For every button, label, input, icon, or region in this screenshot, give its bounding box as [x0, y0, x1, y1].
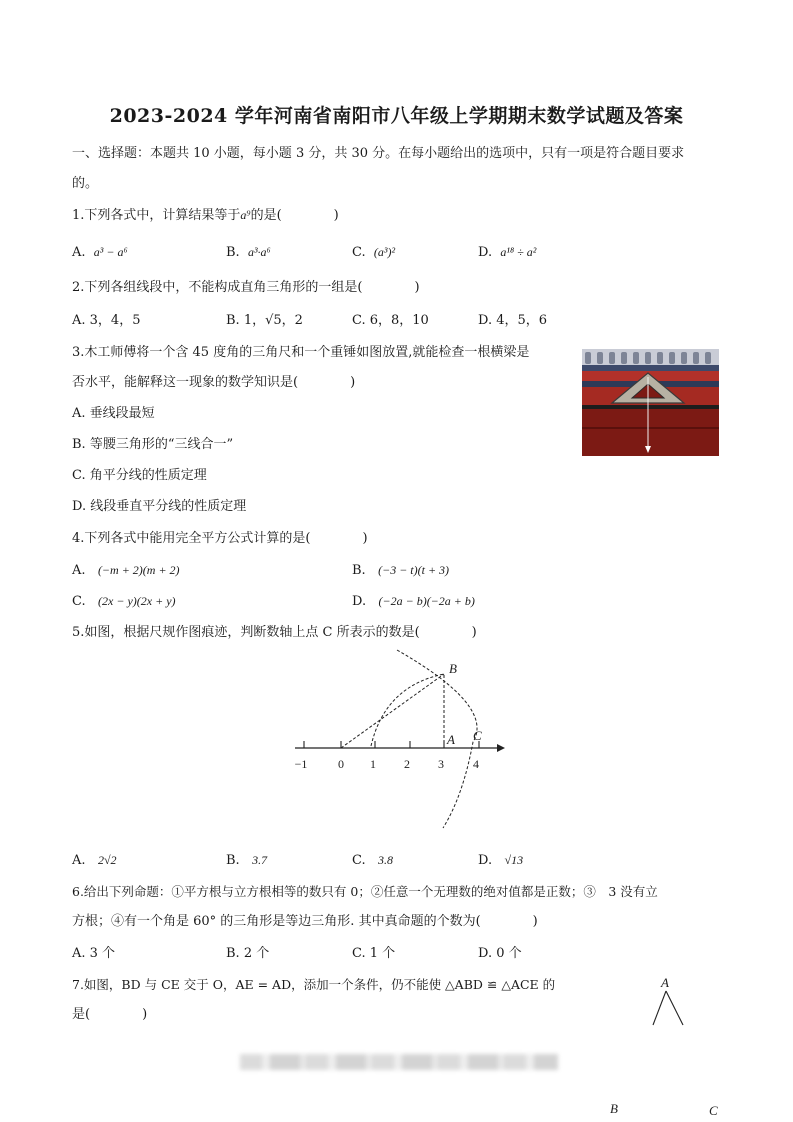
q1-stem — [72, 207, 339, 224]
q4-option-d-label: D. — [352, 594, 367, 609]
q2-option-b: B. 1，√5，2 — [226, 313, 303, 328]
tick-label-4: 4 — [473, 757, 479, 771]
q5-option-b-label: B. — [226, 853, 240, 868]
q1-option-c — [352, 244, 395, 261]
point-a-label: A — [661, 975, 669, 990]
q5-option-c-label: C. — [352, 853, 366, 868]
q4-option-c-label: C. — [72, 594, 86, 609]
q5-option-c-expr: 3.8 — [378, 853, 394, 867]
q1-option-d-expr: a¹⁸ ÷ a² — [500, 245, 537, 259]
q1-option-a — [72, 244, 128, 261]
q1-stem-end: 的是( ) — [250, 208, 339, 223]
q5-option-a-expr: 2√2 — [97, 853, 117, 867]
side-ac — [666, 991, 683, 1025]
q5-option-b-expr: 3.7 — [252, 853, 268, 867]
point-b-label: B — [610, 1101, 618, 1115]
q5-option-c — [352, 852, 393, 869]
section-instructions-line1: 一、选择题：本题共 10 小题，每小题 3 分，共 30 分。在每小题给出的选项中，只有一项是符合题目要求 — [72, 146, 685, 161]
q1-option-b-expr: a³·a⁶ — [247, 245, 271, 259]
q1-option-b — [226, 244, 271, 261]
number-line-arrow — [497, 744, 505, 752]
q3-option-b: B. 等腰三角形的“三线合一” — [72, 437, 234, 452]
q4-option-c — [72, 593, 176, 610]
q6-stem-line1: 6.给出下列命题：①平方根与立方根相等的数只有 0；②任意一个无理数的绝对值都是正数；③ 3 没有立 — [72, 884, 658, 899]
q4-option-a — [72, 562, 180, 579]
arc-small — [371, 674, 444, 746]
q6-option-d: D. 0 个 — [478, 946, 522, 961]
q5-stem: 5.如图，根据尺规作图痕迹，判断数轴上点 C 所表示的数是( ) — [72, 625, 477, 640]
q1-option-a-label: A. — [72, 245, 86, 260]
q6-option-b: B. 2 个 — [226, 946, 270, 961]
q3-beam-photo — [582, 349, 719, 456]
q6-stem-line2: 方根；④有一个角是 60° 的三角形是等边三角形. 其中真命题的个数为( ) — [72, 914, 538, 929]
q4-option-d — [352, 593, 475, 610]
q1-stem-expr: a⁹ — [240, 208, 251, 222]
q6-option-a: A. 3 个 — [72, 946, 116, 961]
q1-option-a-expr: a³ − a⁶ — [93, 245, 128, 259]
q5-option-d-label: D. — [478, 853, 493, 868]
q1-stem-text: 1.下列各式中，计算结果等于 — [72, 208, 241, 223]
point-b-label: B — [449, 661, 457, 676]
q1-option-c-expr: (a³)² — [373, 245, 396, 259]
q3-option-a: A. 垂线段最短 — [72, 406, 155, 421]
q5-option-a-label: A. — [72, 853, 86, 868]
point-c-label: C — [709, 1103, 718, 1115]
q4-stem: 4.下列各式中能用完全平方公式计算的是( ) — [72, 531, 368, 546]
q2-option-d: D. 4，5，6 — [478, 313, 548, 328]
q4-option-d-expr: (−2a − b)(−2a + b) — [378, 594, 475, 608]
q3-option-d: D. 线段垂直平分线的性质定理 — [72, 499, 247, 514]
q7-stem-line1: 7.如图，BD 与 CE 交于 O，AE = AD，添加一个条件，仍不能使 △ABD ≌ △ACE 的 — [72, 977, 556, 992]
q3-option-c: C. 角平分线的性质定理 — [72, 468, 207, 483]
tick-label-0: 0 — [338, 757, 344, 771]
hypotenuse-dashed — [341, 674, 444, 748]
tick-label-neg1: −1 — [294, 757, 308, 771]
q4-option-b — [352, 562, 449, 579]
point-c-label: C — [473, 728, 482, 743]
tick-label-1: 1 — [370, 757, 376, 771]
q1-option-b-label: B. — [226, 245, 240, 260]
q4-option-a-expr: (−m + 2)(m + 2) — [97, 563, 180, 577]
q5-option-d — [478, 852, 523, 869]
q1-option-d-label: D. — [478, 245, 493, 260]
q1-option-c-label: C. — [352, 245, 366, 260]
q5-option-d-expr: √13 — [504, 853, 524, 867]
side-ab — [653, 991, 666, 1025]
q3-stem-line1: 3.木工师傅将一个含 45 度角的三角尺和一个重锤如图放置,就能检查一根横梁是 — [72, 345, 530, 360]
tick-label-3: 3 — [438, 757, 444, 771]
q2-option-a: A. 3，4，5 — [72, 313, 141, 328]
q4-option-b-label: B. — [352, 563, 366, 578]
q3-stem-line2: 否水平，能解释这一现象的数学知识是( ) — [72, 375, 356, 390]
arc-large — [397, 650, 477, 828]
q4-option-b-expr: (−3 − t)(t + 3) — [378, 563, 450, 577]
q7-triangle-figure — [600, 975, 740, 1115]
q5-option-b — [226, 852, 267, 869]
point-a-label: A — [447, 732, 455, 747]
q1-option-d — [478, 244, 536, 261]
q2-stem: 2.下列各组线段中，不能构成直角三角形的一组是( ) — [72, 280, 420, 295]
watermark-blur-strip — [240, 1054, 558, 1070]
q4-option-a-label: A. — [72, 563, 86, 578]
tick-label-2: 2 — [404, 757, 410, 771]
q5-number-line-figure — [285, 646, 515, 836]
q5-option-a — [72, 852, 117, 869]
q6-option-c: C. 1 个 — [352, 946, 396, 961]
q7-stem-line2: 是( ) — [72, 1007, 148, 1022]
page-title: 2023-2024 学年河南省南阳市八年级上学期期末数学试题及答案 — [109, 105, 684, 127]
section-instructions-line2: 的。 — [72, 176, 99, 191]
q4-option-c-expr: (2x − y)(2x + y) — [98, 594, 176, 608]
q2-option-c: C. 6，8，10 — [352, 313, 429, 328]
